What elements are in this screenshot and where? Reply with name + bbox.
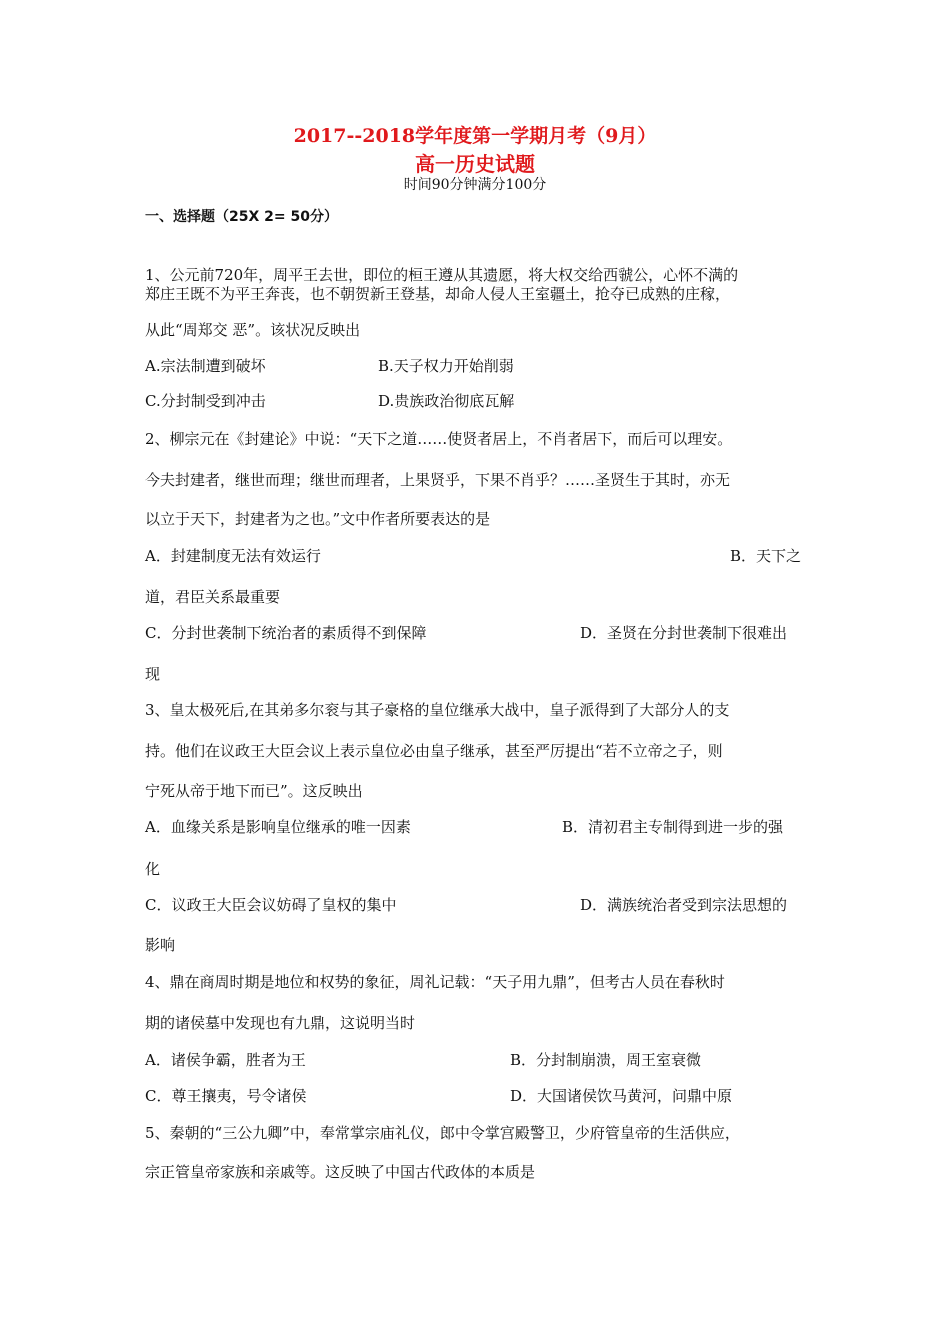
- exam-time-info: 时间90分钟满分100分: [403, 177, 547, 193]
- exam-title: 2017--2018学年度第一学期月考（9月）: [293, 125, 657, 147]
- q3-option-b: B．清初君主专制得到进一步的强: [562, 818, 784, 836]
- q2-option-b: B．天下之: [730, 547, 802, 565]
- section-heading: 一、选择题（25X 2= 50分）: [145, 209, 338, 225]
- q3-stem-line-2: 持。他们在议政王大臣会议上表示皇位必由皇子继承，甚至严厉提出“若不立帝之子，则: [145, 742, 723, 760]
- q2-stem-line-1: 2、柳宗元在《封建论》中说：“天下之道……使贤者居上，不肖者居下，而后可以理安。: [145, 430, 733, 448]
- q1-option-d: D.贵族政治彻底瓦解: [378, 392, 515, 410]
- q1-option-b: B.天子权力开始削弱: [378, 357, 514, 375]
- q4-option-c: C．尊王攘夷，号令诸侯: [145, 1087, 307, 1105]
- q2-stem-line-3: 以立于天下，封建者为之也。”文中作者所要表达的是: [145, 510, 491, 528]
- q3-option-a: A．血缘关系是影响皇位继承的唯一因素: [145, 818, 411, 836]
- q4-stem-line-2: 期的诸侯墓中发现也有九鼎，这说明当时: [145, 1014, 416, 1032]
- q1-stem-line-3: 从此“周郑交 恶”。该状况反映出: [145, 321, 361, 339]
- q2-option-b-cont: 道，君臣关系最重要: [145, 588, 281, 606]
- q4-option-b: B．分封制崩溃，周王室衰微: [510, 1051, 702, 1069]
- q1-stem-line-1: 1、公元前720年，周平王去世，即位的桓王遵从其遗愿，将大权交给西虢公，心怀不满的: [145, 266, 739, 284]
- q2-stem-line-2: 今夫封建者，继世而理；继世而理者，上果贤乎，下果不肖乎？……圣贤生于其时，亦无: [145, 471, 731, 489]
- q3-option-b-cont: 化: [145, 860, 161, 878]
- exam-subject-title: 高一历史试题: [415, 152, 535, 176]
- q2-option-a: A．封建制度无法有效运行: [145, 547, 321, 565]
- q1-option-a: A.宗法制遭到破坏: [145, 357, 266, 375]
- q3-option-c: C．议政王大臣会议妨碍了皇权的集中: [145, 896, 397, 914]
- q3-stem-line-1: 3、皇太极死后,在其弟多尔衮与其子豪格的皇位继承大战中，皇子派得到了大部分人的支: [145, 701, 730, 719]
- q5-stem-line-1: 5、秦朝的“三公九卿”中，奉常掌宗庙礼仪，郎中令掌宫殿警卫，少府管皇帝的生活供应，: [145, 1124, 740, 1142]
- q5-stem-line-2: 宗正管皇帝家族和亲戚等。这反映了中国古代政体的本质是: [145, 1163, 536, 1181]
- q3-stem-line-3: 宁死从帝于地下而已”。这反映出: [145, 782, 363, 800]
- q2-option-d: D．圣贤在分封世袭制下很难出: [580, 624, 788, 642]
- q1-option-c: C.分封制受到冲击: [145, 392, 266, 410]
- q3-option-d-cont: 影响: [145, 936, 176, 954]
- q2-option-c: C．分封世袭制下统治者的素质得不到保障: [145, 624, 427, 642]
- q1-stem-line-2: 郑庄王既不为平王奔丧，也不朝贺新王登基，却命人侵人王室疆土，抢夺已成熟的庄稼，: [145, 285, 731, 303]
- q2-option-d-cont: 现: [145, 665, 161, 683]
- q3-option-d: D．满族统治者受到宗法思想的: [580, 896, 788, 914]
- q4-stem-line-1: 4、鼎在商周时期是地位和权势的象征，周礼记载：“天子用九鼎”，但考古人员在春秋时: [145, 973, 725, 991]
- q4-option-d: D．大国诸侯饮马黄河，问鼎中原: [510, 1087, 733, 1105]
- q4-option-a: A．诸侯争霸，胜者为王: [145, 1051, 306, 1069]
